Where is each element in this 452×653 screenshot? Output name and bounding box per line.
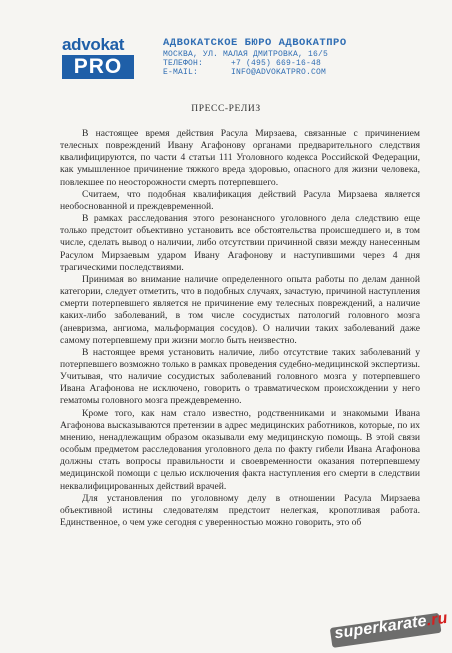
paragraph-1: В настоящее время действия Расула Мирзаева, связанные с причинением телесных повреждений Ивану Агафонову органами предварительного следствия квалифицируются, по части 4 статьи 111 Уголовного кодекса Российской Федерации, как умышленное причинение тяжкого вреда здоровью, опасного для жизни человека, повлекшее по неосторожности смерть потерпевшего. [60,128,420,188]
phone-value: +7 (495) 669-16-48 [231,59,322,68]
document-body [60,128,420,529]
firm-email-line [163,68,423,77]
firm-contact-block [163,37,423,77]
watermark-text-domain: .ru [425,609,449,630]
email-value: INFO@ADVOKATPRO.COM [231,68,327,77]
firm-phone-line [163,59,423,68]
advokatpro-logo [62,36,146,84]
paragraph-5: В настоящее время установить наличие, либо отсутствие таких заболеваний у потерпевшего возможно только в рамках проведения судебно-медицинской экспертизы. Учитывая, что наличие сосудистых заболеваний головного мозга у потерпевшего Ивана Агафонова не исключено, говорить о травматическом происхождении у него гематомы головного мозга преждевременно. [60,346,420,407]
paragraph-6: Кроме того, как нам стало известно, родственниками и знакомыми Ивана Агафонова высказываются претензии в адрес медицинских работников, которые, по их мнению, ненадлежащим образом оказывали ему медицинскую помощь. В этой связи особым предметом расследования уголовного дела по факту гибели Ивана Агафонова должны стать вопросы правильности и своевременности оказания потерпевшему медицинской помощи с целью исключения факта наступления его смерти в следствии неквалифицированных действий врачей. [60,407,420,492]
firm-address: МОСКВА, УЛ. МАЛАЯ ДМИТРОВКА, 16/5 [163,50,329,59]
paragraph-7: Для установления по уголовному делу в отношении Расула Мирзаева объективной истины следователям предстоит нелегкая, кропотливая работа. Единственное, о чем уже сегодня с уверенностью можно говорить, это об [60,492,420,528]
phone-label: ТЕЛЕФОН: [163,59,204,68]
logo-wordmark-top: advokat [62,35,125,54]
paragraph-3: В рамках расследования этого резонансного уголовного дела следствию еще только предстоит объективно установить все обстоятельства происшедшего и, в том числе, сделать вывод о наличии, либо отсутствии причинной связи между нанесенным Расулом Мирзаевым ударом Ивану Агафонову и наступившими через 4 дня трагическими последствиями. [60,213,420,273]
logo-wordmark-bottom: PRO [62,55,134,79]
paragraph-4: Принимая во внимание наличие определенного опыта работы по делам данной категории, следует отметить, что в подобных случаях, зачастую, причиной наступления смерти потерпевшего является не причинение ему телесных повреждений, а наличие каких-либо заболеваний, в том числе сосудистых патологий головного мозга (аневризма, ангиома, мальформация сосудов). О наличии таких заболеваний даже самому потерпевшему при жизни могло быть неизвестно. [60,273,420,346]
superkarate-watermark [323,608,449,652]
email-label: E-MAIL: [163,68,199,77]
watermark-text-main: superkarate [333,612,428,643]
paragraph-2: Считаем, что подобная квалификация действий Расула Мирзаева является необоснованной и преждевременной. [60,188,420,212]
document-title: ПРЕСС-РЕЛИЗ [191,104,261,114]
firm-name: АДВОКАТСКОЕ БЮРО АДВОКАТПРО [163,37,347,49]
